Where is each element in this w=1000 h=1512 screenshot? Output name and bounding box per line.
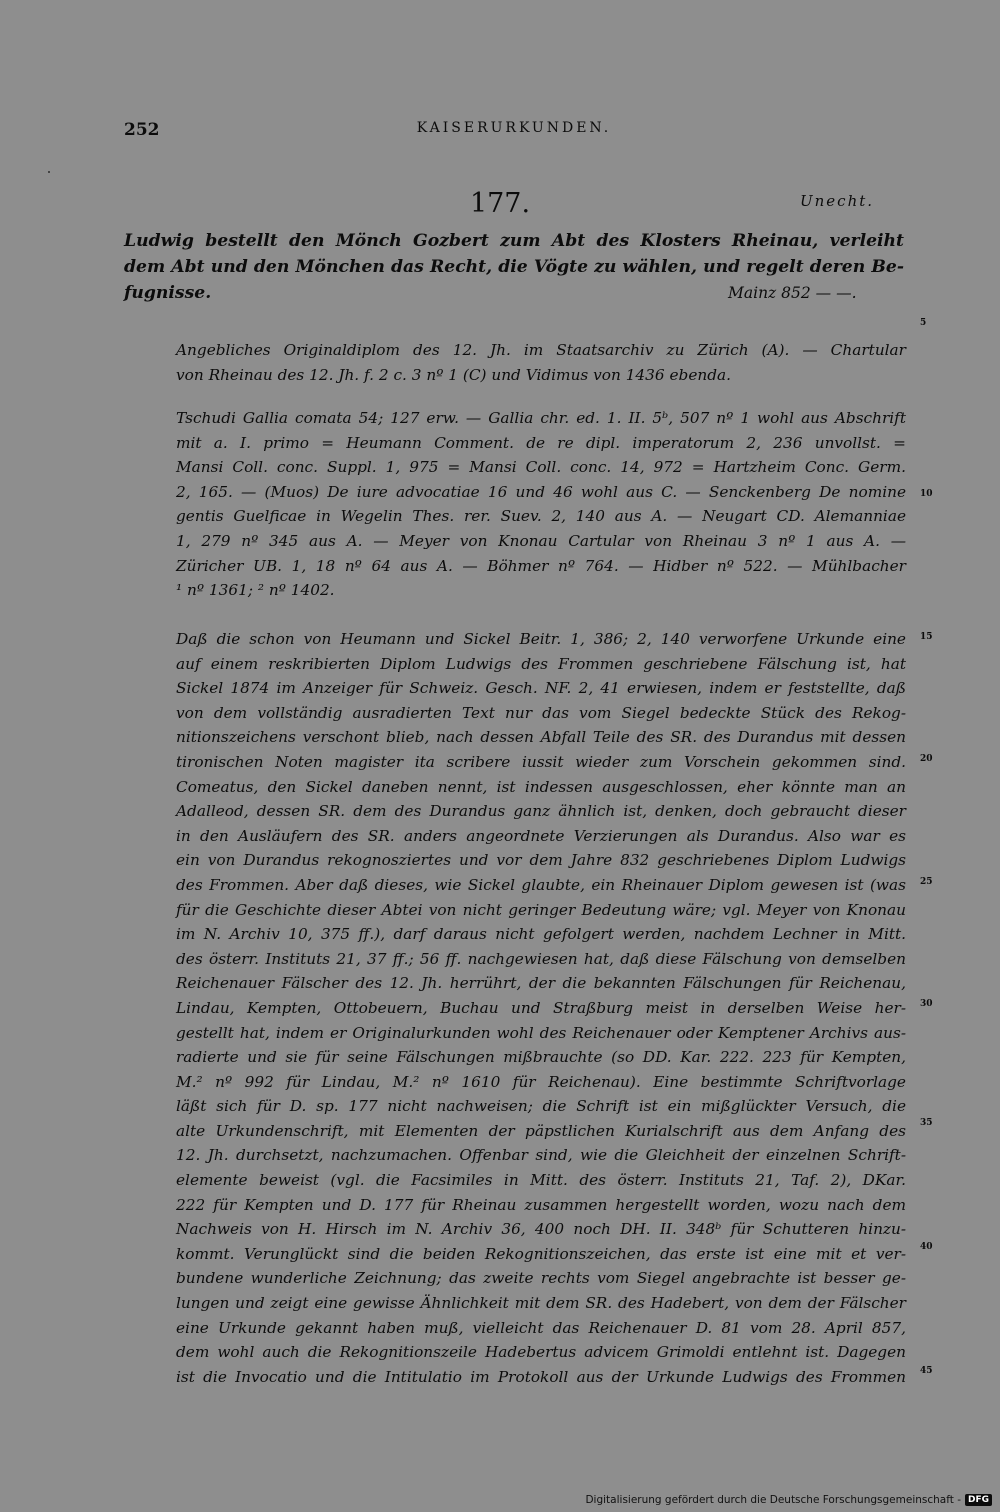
line-number: 35 (920, 1118, 933, 1128)
text-line: dem wohl auch die Rekognitionszeile Hadebertus advicem Grimoldi entlehnt ist. Dagegen (176, 1343, 906, 1362)
text-line: von dem vollständig ausradierten Text nur das vom Siegel bedeckte Stück des Rekog- (176, 703, 906, 722)
line-number: 45 (920, 1366, 933, 1376)
transmission-note (176, 338, 906, 387)
line-number: 25 (920, 877, 933, 887)
text-line: Reichenauer Fälscher des 12. Jh. herrührt, der die bekannten Fälschungen für Reichenau, (176, 974, 906, 993)
text-line: elemente beweist (vgl. die Facsimiles in Mitt. des österr. Instituts 21, Taf. 2), DKar. (176, 1171, 906, 1190)
text-line: Daß die schon von Heumann und Sickel Beitr. 1, 386; 2, 140 verworfene Urkunde eine (176, 630, 906, 648)
running-head (124, 120, 904, 144)
text-line: Sickel 1874 im Anzeiger für Schweiz. Gesch. NF. 2, 41 erwiesen, indem er feststellte, daß (176, 679, 906, 698)
regest-line: Ludwig bestellt den Mönch Gozbert zum Abt des Klosters Rheinau, verleiht (124, 231, 904, 251)
text-line: alte Urkundenschrift, mit Elementen der päpstlichen Kurialschrift aus dem Anfang des (176, 1121, 906, 1140)
commentary (176, 627, 906, 1389)
page-number: 252 (124, 120, 160, 140)
text-line: Adalleod, dessen SR. dem des Durandus ganz ähnlich ist, denken, doch gebraucht dieser (176, 802, 906, 821)
line-number: 15 (920, 632, 933, 642)
scan-speck (48, 171, 50, 173)
text-line: von Rheinau des 12. Jh. f. 2 c. 3 nº 1 (C) und Vidimus von 1436 ebenda. (176, 365, 732, 384)
line-number: 40 (920, 1242, 933, 1252)
text-line: auf einem reskribierten Diplom Ludwigs des Frommen geschriebene Fälschung ist, hat (176, 654, 906, 673)
text-line: in den Ausläufern des SR. anders angeordnete Verzierungen als Durandus. Also war es (176, 826, 906, 845)
dfg-logo-icon: DFG (965, 1494, 992, 1506)
text-line: gestellt hat, indem er Originalurkunden wohl des Reichenauer oder Kemptener Archivs aus- (176, 1023, 906, 1042)
text-line: ¹ nº 1361; ² nº 1402. (176, 581, 335, 600)
text-line: M.² nº 992 für Lindau, M.² nº 1610 für Reichenau). Eine bestimmte Schriftvorlage (176, 1072, 906, 1091)
text-line: gentis Guelficae in Wegelin Thes. rer. Suev. 2, 140 aus A. — Neugart CD. Alemanniae (176, 507, 906, 526)
text-line: im N. Archiv 10, 375 ff.), darf daraus nicht gefolgert werden, nachdem Lechner in Mitt. (176, 925, 906, 944)
regest (124, 228, 904, 306)
text-line: 12. Jh. durchsetzt, nachzumachen. Offenbar sind, wie die Gleichheit der einzelnen Schrift- (176, 1146, 906, 1165)
text-line: für die Geschichte dieser Abtei von nicht geringer Bedeutung wäre; vgl. Meyer von Knonau (176, 900, 906, 919)
text-line: 2, 165. — (Muos) De iure advocatiae 16 und 46 wohl aus C. — Senckenberg De nomine (176, 482, 906, 501)
text-line: 1, 279 nº 345 aus A. — Meyer von Knonau Cartular von Rheinau 3 nº 1 aus A. — (176, 531, 906, 550)
text-line: kommt. Verunglückt sind die beiden Rekognitionszeichen, das erste ist eine mit et ver- (176, 1244, 906, 1263)
text-line: Mansi Coll. conc. Suppl. 1, 975 = Mansi Coll. conc. 14, 972 = Hartzheim Conc. Germ. (176, 458, 906, 477)
text-line: Comeatus, den Sickel daneben nennt, ist indessen ausgeschlossen, eher könnte man an (176, 777, 906, 796)
text-line: bundene wunderliche Zeichnung; das zweite rechts vom Siegel angebrachte ist besser ge- (176, 1269, 906, 1288)
document-number: 177. (469, 188, 531, 219)
line-number: 5 (920, 318, 927, 328)
digitization-footer (585, 1494, 992, 1506)
text-line: Nachweis von H. Hirsch im N. Archiv 36, 400 noch DH. II. 348ᵇ für Schutteren hinzu- (176, 1220, 906, 1239)
text-line: lungen und zeigt eine gewisse Ähnlichkeit mit dem SR. des Hadebert, von dem der Fälscher (176, 1294, 906, 1313)
text-line: Angebliches Originaldiplom des 12. Jh. im Staatsarchiv zu Zürich (A). — Chartular (176, 341, 906, 359)
text-line: des österr. Instituts 21, 37 ff.; 56 ff. nachgewiesen hat, daß diese Fälschung von demselben (176, 949, 906, 968)
footer-text: Digitalisierung gefördert durch die Deutsche Forschungsgemeinschaft - (585, 1494, 961, 1506)
regest-line-last (124, 280, 904, 306)
text-line: 222 für Kempten und D. 177 für Rheinau zusammen hergestellt worden, wozu nach dem (176, 1195, 906, 1214)
line-number: 20 (920, 754, 933, 764)
text-line: tironischen Noten magister ita scribere iussit wieder zum Vorschein gekommen sind. (176, 752, 906, 771)
dating: Mainz 852 — —. (728, 284, 857, 302)
line-number: 30 (920, 999, 933, 1009)
text-line: Züricher UB. 1, 18 nº 64 aus A. — Böhmer nº 764. — Hidber nº 522. — Mühlbacher (176, 556, 906, 575)
regest-line: dem Abt und den Mönchen das Recht, die Vögte zu wählen, und regelt deren Be- (124, 257, 904, 277)
authenticity-status: Unecht. (800, 192, 875, 210)
text-line: Lindau, Kempten, Ottobeuern, Buchau und Straßburg meist in derselben Weise her- (176, 998, 906, 1017)
text-line: radierte und sie für seine Fälschungen mißbrauchte (so DD. Kar. 222. 223 für Kempten, (176, 1048, 906, 1067)
text-line: ein von Durandus rekognosziertes und vor dem Jahre 832 geschriebenes Diplom Ludwigs (176, 851, 906, 870)
text-line: läßt sich für D. sp. 177 nicht nachweisen; die Schrift ist ein mißglückter Versuch, die (176, 1097, 906, 1116)
text-line: ist die Invocatio und die Intitulatio im Protokoll aus der Urkunde Ludwigs des Frommen (176, 1367, 906, 1386)
text-line: des Frommen. Aber daß dieses, wie Sickel glaubte, ein Rheinauer Diplom gewesen ist (was (176, 875, 906, 894)
line-number: 10 (920, 489, 933, 499)
text-line: nitionszeichens verschont blieb, nach dessen Abfall Teile des SR. des Durandus mit dessen (176, 728, 906, 747)
text-line: Tschudi Gallia comata 54; 127 erw. — Gallia chr. ed. 1. II. 5ᵇ, 507 nº 1 wohl aus Abschrift (176, 409, 906, 427)
running-title: KAISERURKUNDEN. (416, 120, 612, 136)
regest-line: fugnisse. (124, 283, 212, 303)
text-line: mit a. I. primo = Heumann Comment. de re dipl. imperatorum 2, 236 unvollst. = (176, 433, 906, 452)
text-line: eine Urkunde gekannt haben muß, vielleicht das Reichenauer D. 81 vom 28. April 857, (176, 1318, 906, 1337)
editions-note (176, 406, 906, 603)
